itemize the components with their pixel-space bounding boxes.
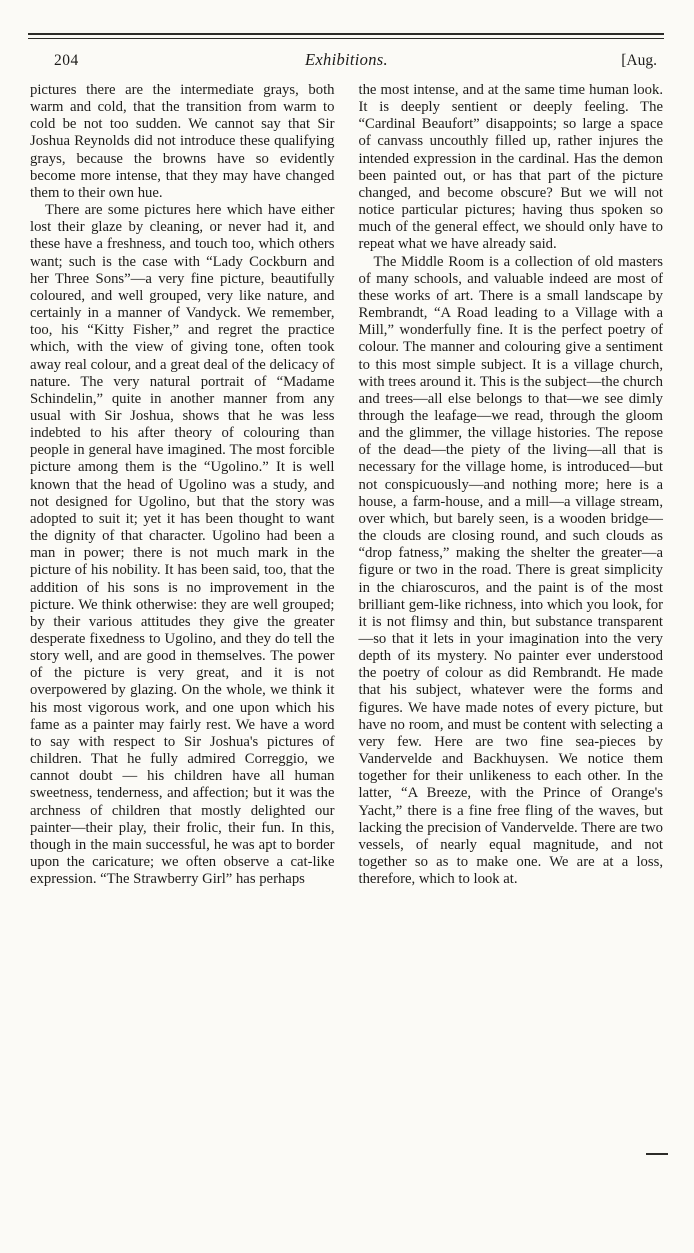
paragraph: There are some pictures here which have either lost their glaze by cleaning, or never had it, and these have a freshness, and touch too, which others want; such is the case with “Lady Cockburn and her Three Sons”—a very fine picture, beautifully coloured, and well grouped, very like nature, and certainly in a manner of Vandyck. We remember, too, his “Kitty Fisher,” and regret the practice which, with the view of giving tone, often took away real colour, and a great deal of the delicacy of nature. The very natural portrait of “Madame Schindelin,” quite in another manner from any usual with Sir Joshua, shows that he was less indebted to his after theory of colouring than people in general have imagined. The most forcible picture among them is the “Ugolino.” It is well known that the head of Ugolino was a study, and not designed for Ugolino, but that the story was adopted to suit it; yet it has been thought to want the dignity of that character. Ugolino had been a man in power; there is not much mark in the picture of his nobility. It has been said, too, that the addition of his sons is no improvement in the picture. We think otherwise: they are well grouped; by their various attitudes they give the greater desperate fixedness to Ugolino, and they do tell the story well, and are good in themselves. The power of the picture is very great, and it is not overpowered by glazing. On the whole, we think it his most vigorous work, and one upon which his fame as a painter may fairly rest. We have a word to say with respect to Sir Joshua's pictures of children. That he fully admired Correggio, we cannot doubt — his children have all human sweetness, tenderness, and affection; but it was the archness of children that mostly delighted our painter—their play, their frolic, their fun. In this, though in the main successful, he was apt to border upon the caricature; we often observe a cat-like expression. “The Strawberry Girl” has perhaps [30,202,335,888]
issue-label: [Aug. [621,52,657,69]
left-column [30,82,335,888]
right-column [359,82,664,888]
running-title: Exhibitions. [305,50,388,69]
paragraph-continuation: pictures there are the intermediate grays, both warm and cold, that the transition from warm to cold be not too sudden. We cannot say that Sir Joshua Reynolds did not introduce these qualifying grays, because the browns have so evidently become more intense, that they may have changed them to their own hue. [30,82,335,201]
top-double-rule [28,33,664,39]
page-header [30,52,663,72]
page-number: 204 [54,52,79,69]
paragraph-continuation: the most intense, and at the same time human look. It is deeply sentient or deeply feeling. The “Cardinal Beaufort” disappoints; so large a space of canvass uncouthly filled up, rather injures the intended expression in the cardinal. Has the demon been painted out, or has that part of the picture changed, and become obscure? But we will not notice particular pictures; having thus spoken so much of the general effect, we should only have to repeat what we have already said. [358,82,663,253]
paragraph: The Middle Room is a collection of old masters of many schools, and valuable indeed are most of these works of art. There is a small landscape by Rembrandt, “A Road leading to a Village with a Mill,” wonderfully fine. It is the perfect poetry of colour. The manner and colouring give a sentiment to this most simple subject. It is a village church, with trees around it. This is the subject—the church and trees—all else belongs to that—we see dimly through the leafage—we read, through the gloom and the glimmer, the village histories. The repose of the dead—the piety of the living—all that is necessary for the village home, is introduced—but not conspicuously—and nothing more; here is a house, a farm-house, and a mill—a village stream, over which, but barely seen, is a wooden bridge—the clouds are closing round, and such clouds as “drop fatness,” making the shelter the greater—a figure or two in the road. There is great simplicity in the chiaroscuros, and the paint is of the most brilliant gem-like richness, into which you look, for it is not flimsy and thin, but substance transparent—so that it lets in your imagination into the very depth of its mystery. No painter ever understood the poetry of colour as did Rembrandt. He made that his subject, whatever were the forms and figures. We have made notes of every picture, but have no room, and must be content with selecting a very few. Here are two fine sea-pieces by Vandervelde and Backhuysen. We notice them together for their unlikeness to each other. In the latter, “A Breeze, with the Prince of Orange's Yacht,” there is a fine free fling of the waves, but lacking the precision of Vandervelde. There are two vessels, of nearly equal magnitude, and not together so as to make one. We are at a loss, therefore, which to look at. [358,253,663,888]
text-columns [30,82,663,888]
end-dash [646,1153,668,1155]
